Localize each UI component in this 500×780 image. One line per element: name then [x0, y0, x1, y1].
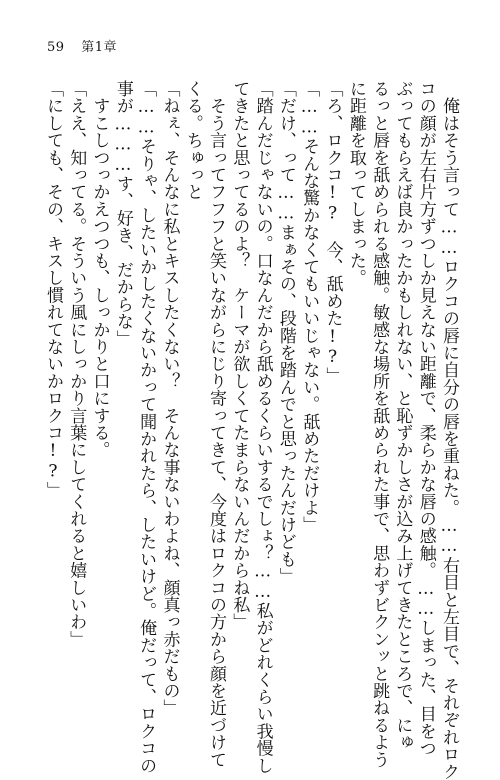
text-line: コの顔が左右片方ずつしか見えない距離で、柔らかな唇の感触。……しまった、目をつ: [415, 80, 436, 757]
page-header: [47, 36, 129, 55]
text-line: 「……そんな驚かなくてもいいじゃない。舐めただけよ」: [299, 80, 320, 534]
text-line: ぶってもらえば良かったかもしれない、と恥ずかしさが込み上げてきたところで、にゅ: [392, 80, 413, 751]
text-line: てきたと思ってるのよ？ ケーマが欲しくてたまらないんだからね私」: [229, 80, 250, 631]
text-line: 「ろ、ロクコ!? 今、舐めた!?」: [322, 80, 343, 385]
text-line: 俺はそう言って……ロクコの唇に自分の唇を重ねた。……右目と左目で、それぞれロク: [439, 80, 459, 780]
text-line: るっと唇を舐められる感触。敏感な場所を舐められた事で、思わずビクンッと跳ねるよう: [369, 80, 390, 768]
text-line: 事が………す、好き、だからな」: [112, 80, 133, 347]
text-line: くる。ちゅっと: [182, 80, 203, 201]
chapter-title: 第1章: [81, 40, 117, 55]
text-line: 「ええ、知ってる。そういう風にしっかり言葉にしてくれると嬉しいわ」: [66, 80, 87, 648]
text-line: 「……そりゃ、したいかしたくないかって聞かれたら、したいけど。俺だって、ロクコの: [136, 80, 157, 774]
page-number: 59: [47, 40, 65, 55]
vertical-text-body: [40, 80, 460, 780]
text-line: すこしつっかえつつも、しっかりと口にする。: [89, 80, 110, 459]
text-line: 「だけ、って……まぁその、段階を踏んでと思ったんだけども」: [275, 80, 296, 585]
text-line: 「踏んだじゃないの。口なんだから舐めるくらいするでしょ？……私がどれくらい我慢し: [252, 80, 273, 774]
text-line: 「ねぇ、そんなに私とキスしたくない？ そんな事ないわよね、顔真っ赤だもの」: [159, 80, 180, 717]
text-line: に距離を取ってしまった。: [345, 80, 366, 287]
text-line: 「にしても、その、キスし慣れてないかロクコ!?」: [42, 80, 63, 499]
text-line: そう言ってフフフと笑いながらにじり寄ってきて、今度はロクコの方から顔を近づけて: [206, 80, 227, 768]
